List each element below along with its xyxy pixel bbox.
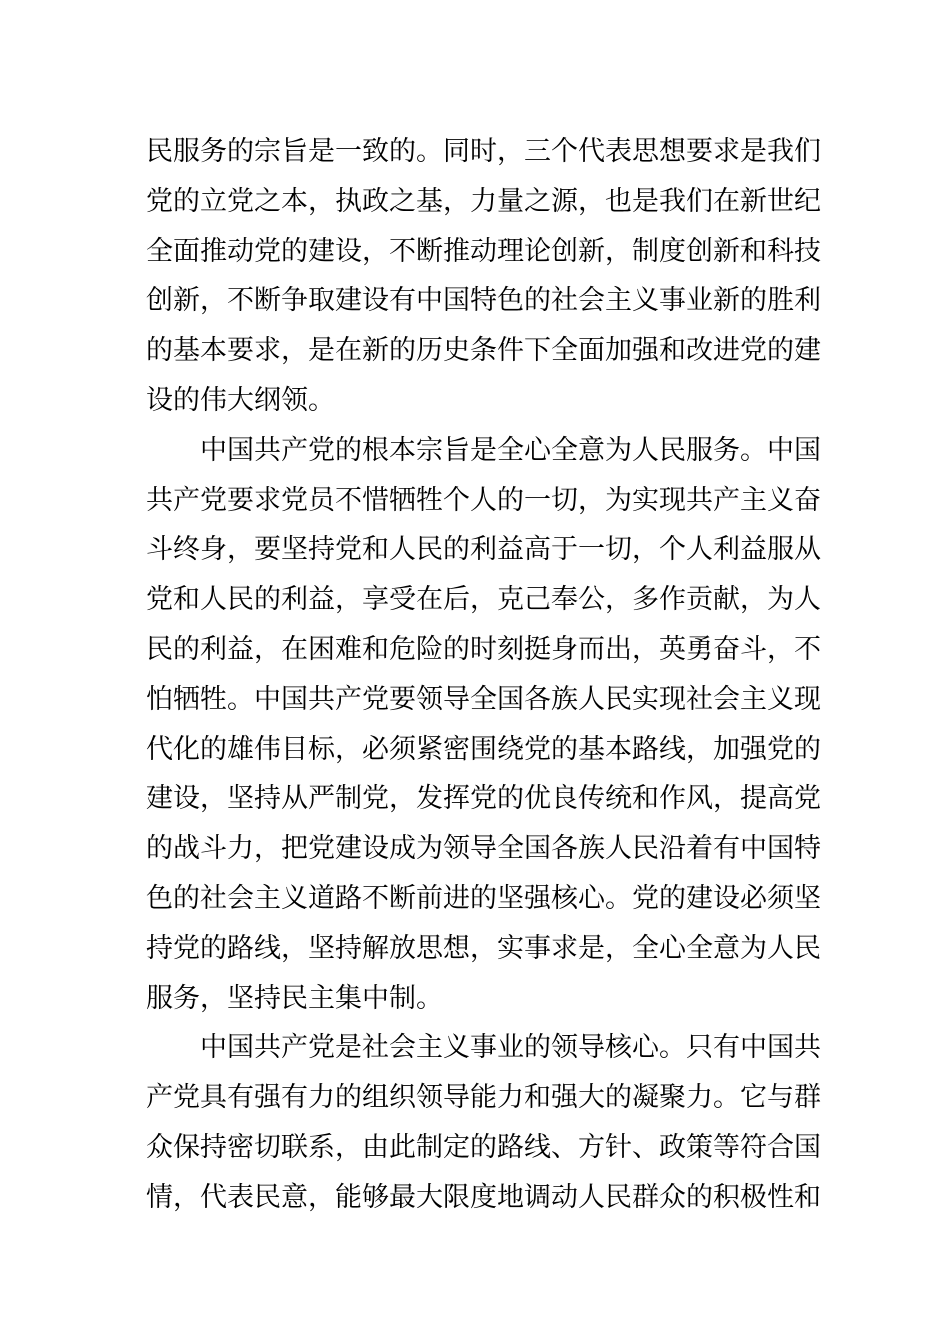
text-line: 产党具有强有力的组织领导能力和强大的凝聚力。它与群 — [146, 1082, 821, 1114]
text-line: 服务，坚持民主集中制。 — [146, 982, 443, 1014]
text-line: 党和人民的利益，享受在后，克己奉公，多作贡献，为人 — [146, 584, 821, 616]
text-line: 共产党要求党员不惜牺牲个人的一切，为实现共产主义奋 — [146, 484, 821, 516]
paragraph-3 — [146, 1023, 821, 1222]
text-line: 创新，不断争取建设有中国特色的社会主义事业新的胜利 — [146, 285, 821, 317]
text-line: 代化的雄伟目标，必须紧密围绕党的基本路线，加强党的 — [146, 733, 821, 765]
text-line: 的基本要求，是在新的历史条件下全面加强和改进党的建 — [146, 335, 821, 367]
text-line: 党的立党之本，执政之基，力量之源，也是我们在新世纪 — [146, 185, 821, 217]
text-line: 的战斗力，把党建设成为领导全国各族人民沿着有中国特 — [146, 833, 821, 865]
text-line: 中国共产党是社会主义事业的领导核心。只有中国共 — [146, 1032, 821, 1064]
text-line: 设的伟大纲领。 — [146, 384, 335, 416]
text-line: 民服务的宗旨是一致的。同时，三个代表思想要求是我们 — [146, 136, 821, 167]
text-line: 众保持密切联系，由此制定的路线、方针、政策等符合国 — [146, 1131, 821, 1163]
text-line: 中国共产党的根本宗旨是全心全意为人民服务。中国 — [146, 434, 821, 466]
paragraph-1 — [146, 127, 821, 426]
document-body — [146, 127, 821, 1223]
text-line: 斗终身，要坚持党和人民的利益高于一切，个人利益服从 — [146, 534, 821, 566]
paragraph-2 — [146, 426, 821, 1024]
text-line: 情，代表民意，能够最大限度地调动人民群众的积极性和 — [146, 1181, 821, 1213]
text-line: 色的社会主义道路不断前进的坚强核心。党的建设必须坚 — [146, 882, 821, 914]
text-line: 全面推动党的建设，不断推动理论创新，制度创新和科技 — [146, 235, 821, 267]
text-line: 民的利益，在困难和危险的时刻挺身而出，英勇奋斗，不 — [146, 633, 821, 665]
text-line: 建设，坚持从严制党，发挥党的优良传统和作风，提高党 — [146, 783, 821, 815]
text-line: 怕牺牲。中国共产党要领导全国各族人民实现社会主义现 — [146, 683, 821, 715]
text-line: 持党的路线，坚持解放思想，实事求是，全心全意为人民 — [146, 932, 821, 964]
